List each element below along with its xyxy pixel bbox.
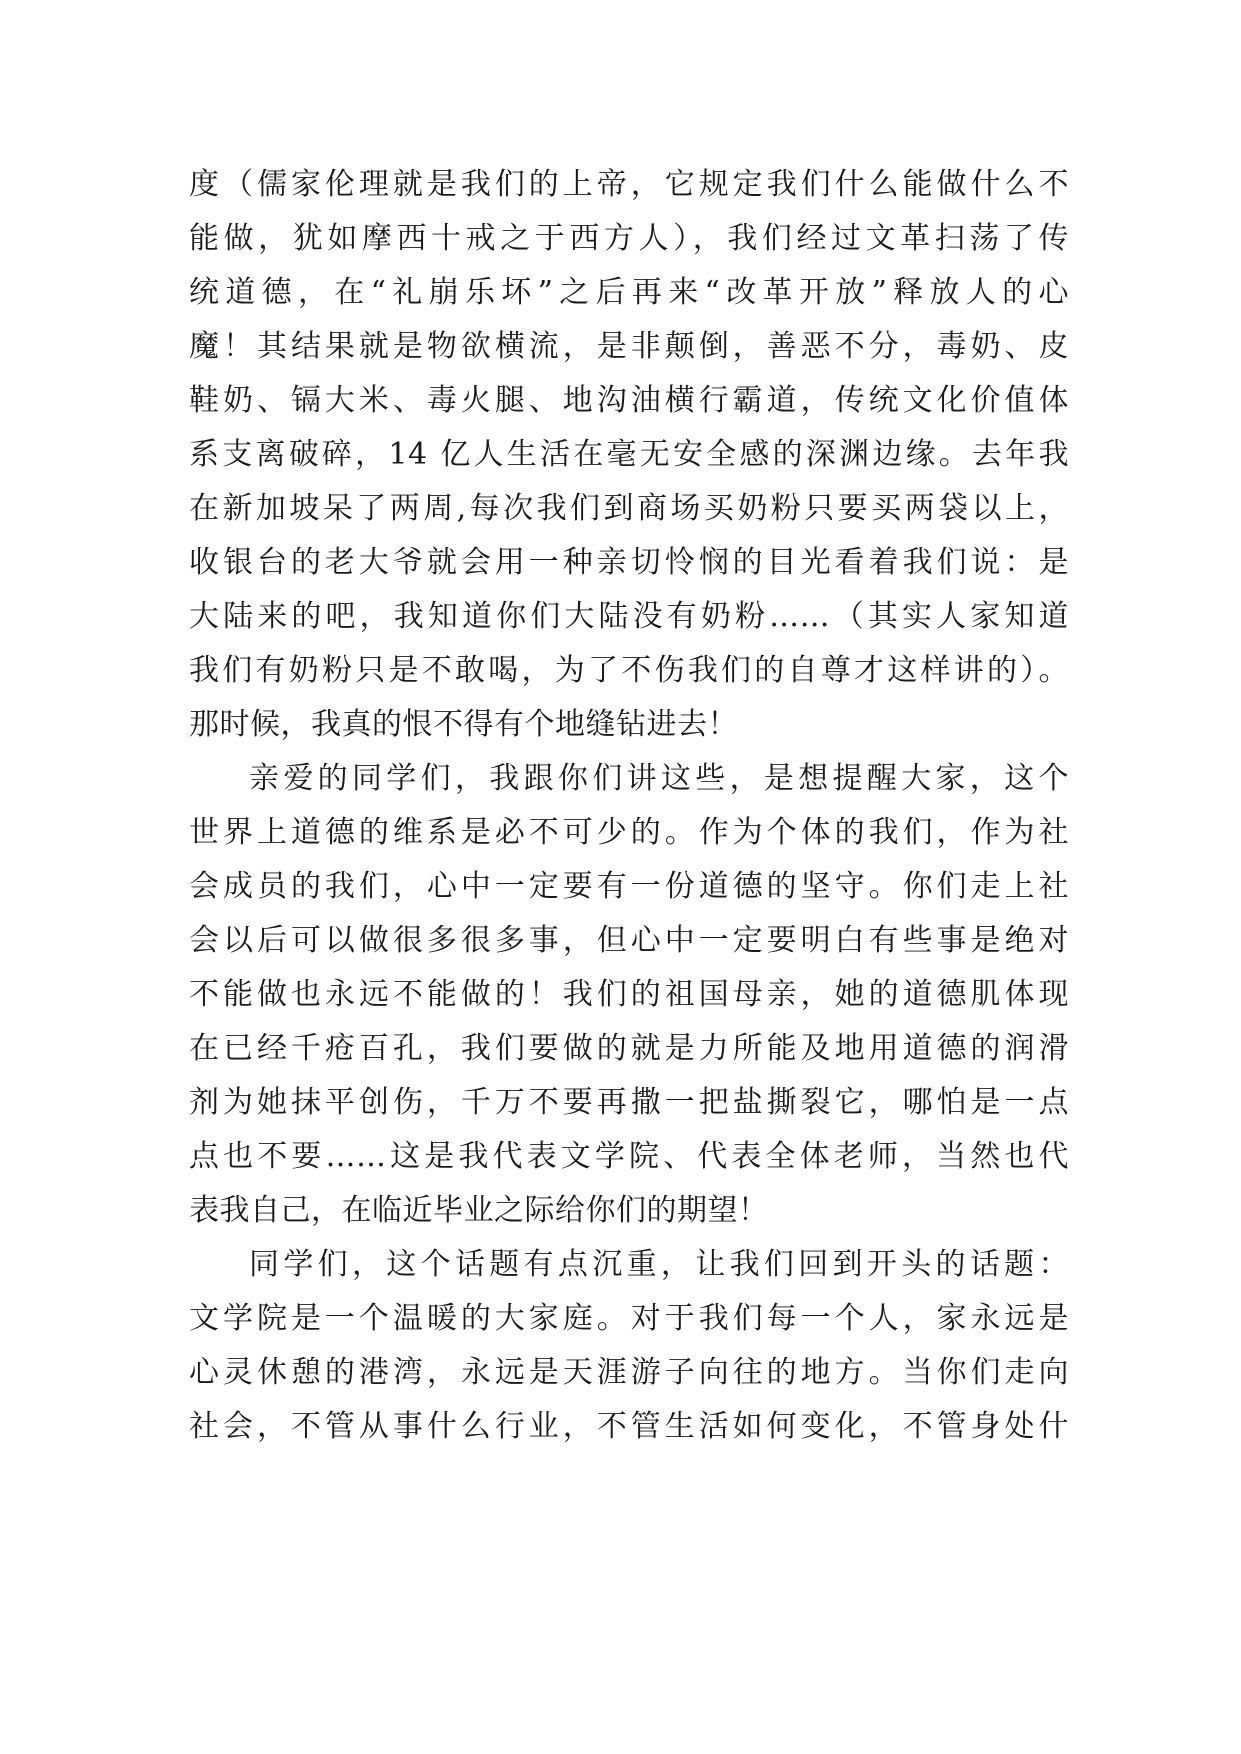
paragraph-start-line: 同学们，这个话题有点沉重，让我们回到开头的话题： (249, 1247, 1069, 1282)
text-line: 社会，不管从事什么行业，不管生活如何变化，不管身处什 (189, 1409, 1069, 1444)
text-line: 收银台的老大爷就会用一种亲切怜悯的目光看着我们说：是 (189, 545, 1069, 580)
text-line: 我们有奶粉只是不敢喝，为了不伤我们的自尊才这样讲的）。 (189, 653, 1069, 688)
text-line: 度（儒家伦理就是我们的上帝，它规定我们什么能做什么不 (189, 167, 1069, 202)
text-line: 魔！其结果就是物欲横流，是非颠倒，善恶不分，毒奶、皮 (189, 329, 1069, 364)
text-line: 在新加坡呆了两周,每次我们到商场买奶粉只要买两袋以上， (189, 491, 1069, 526)
text-line: 系支离破碎，14 亿人生活在毫无安全感的深渊边缘。去年我 (189, 437, 1069, 472)
text-line: 点也不要……这是我代表文学院、代表全体老师，当然也代 (189, 1139, 1069, 1174)
text-line: 那时候，我真的恨不得有个地缝钻进去！ (189, 707, 738, 742)
text-line: 世界上道德的维系是必不可少的。作为个体的我们，作为社 (189, 815, 1069, 850)
text-line: 统道德，在“礼崩乐坏”之后再来“改革开放”释放人的心 (189, 275, 1069, 310)
text-line: 表我自己，在临近毕业之际给你们的期望！ (189, 1193, 769, 1228)
text-line: 在已经千疮百孔，我们要做的就是力所能及地用道德的润滑 (189, 1031, 1069, 1066)
text-line: 能做，犹如摩西十戒之于西方人），我们经过文革扫荡了传 (189, 221, 1069, 256)
text-line: 大陆来的吧，我知道你们大陆没有奶粉……（其实人家知道 (189, 599, 1069, 634)
text-line: 文学院是一个温暖的大家庭。对于我们每一个人，家永远是 (189, 1301, 1069, 1336)
text-line: 会成员的我们，心中一定要有一份道德的坚守。你们走上社 (189, 869, 1069, 904)
text-line: 剂为她抹平创伤，千万不要再撒一把盐撕裂它，哪怕是一点 (189, 1085, 1069, 1120)
text-line: 不能做也永远不能做的！我们的祖国母亲，她的道德肌体现 (189, 977, 1069, 1012)
document-body (189, 158, 1069, 1454)
text-line: 鞋奶、镉大米、毒火腿、地沟油横行霸道，传统文化价值体 (189, 383, 1069, 418)
paragraph-start-line: 亲爱的同学们，我跟你们讲这些，是想提醒大家，这个 (249, 761, 1069, 796)
text-line: 会以后可以做很多很多事，但心中一定要明白有些事是绝对 (189, 923, 1069, 958)
text-line: 心灵休憩的港湾，永远是天涯游子向往的地方。当你们走向 (189, 1355, 1069, 1390)
